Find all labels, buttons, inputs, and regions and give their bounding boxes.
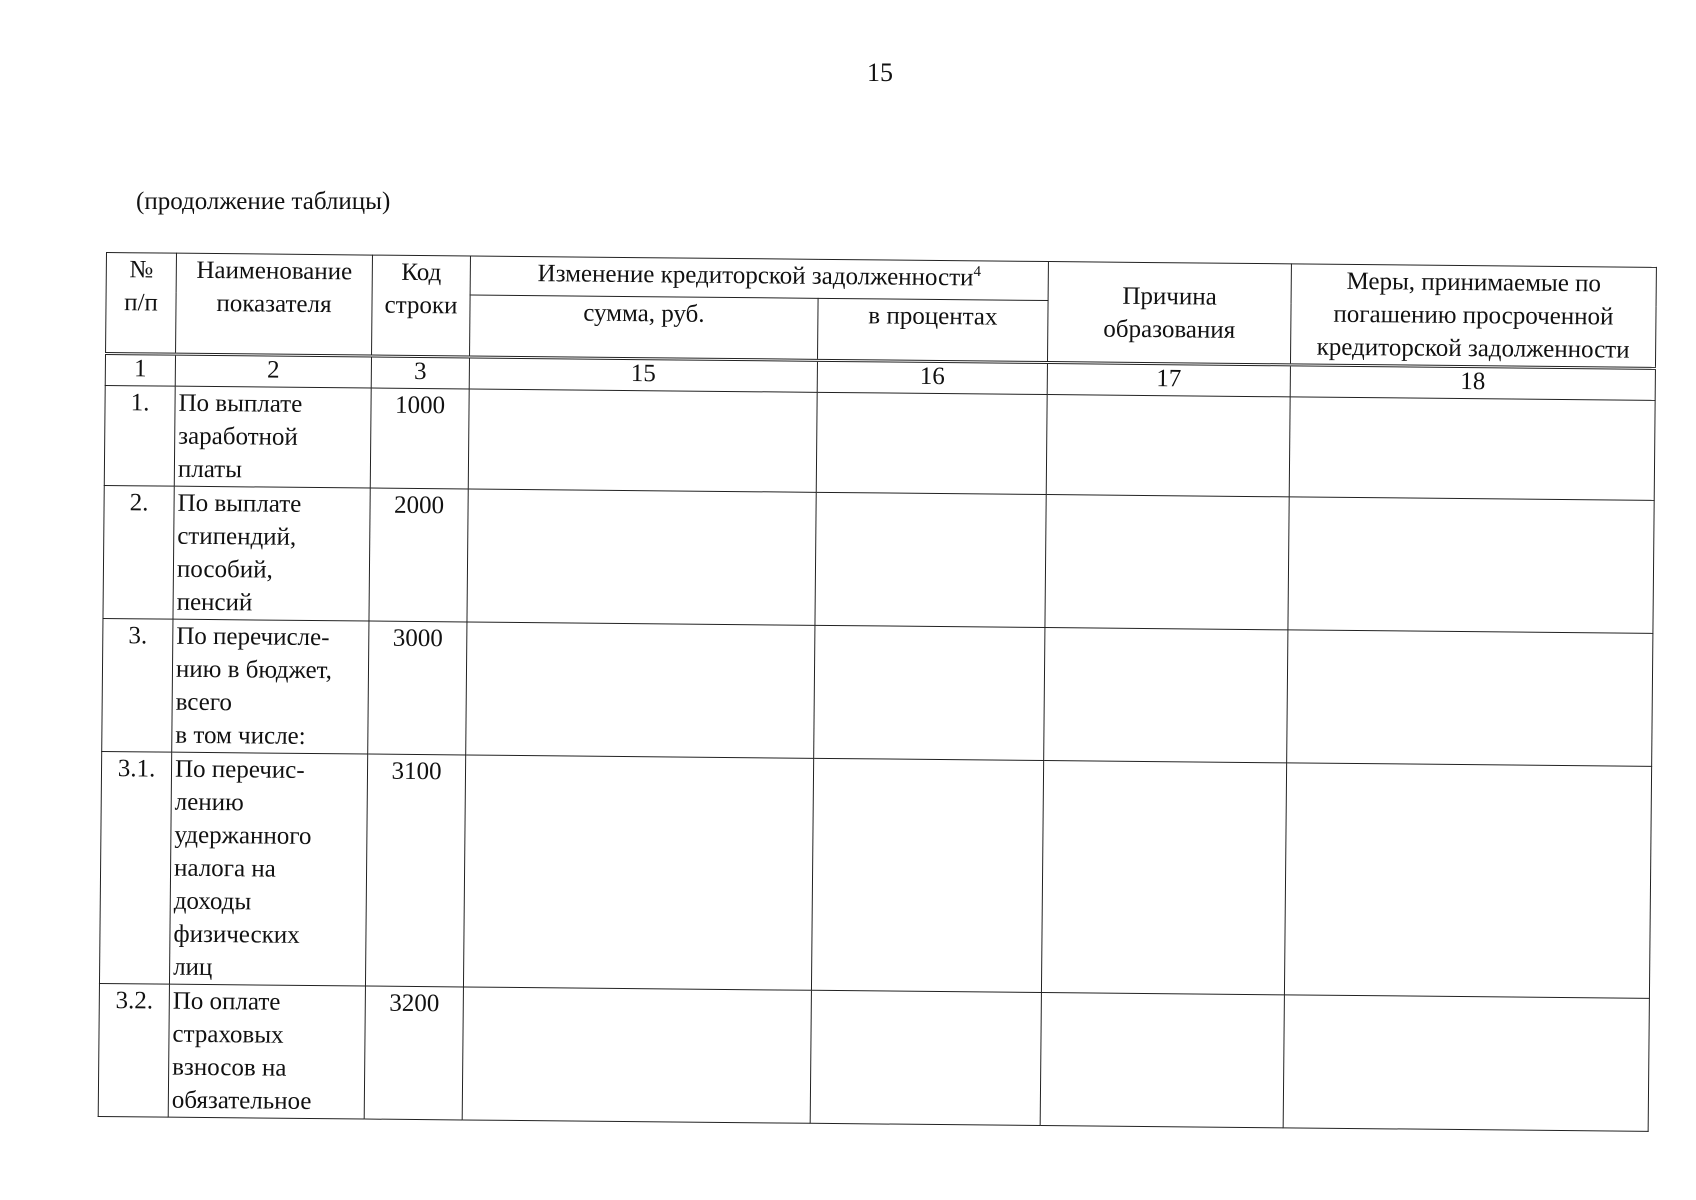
header-measures: Меры, принимаемые по погашению просроченной кредиторской задолженности: [1290, 264, 1656, 368]
row-number: 3.2.: [98, 983, 169, 1117]
column-number: 1: [105, 354, 175, 387]
row-number: 3.1.: [99, 751, 171, 984]
column-number: 15: [469, 357, 817, 392]
header-code: Код строки: [372, 255, 471, 357]
table-row: [98, 983, 1649, 1131]
table-continuation-caption: (продолжение таблицы): [136, 188, 391, 215]
cell-percent[interactable]: [816, 392, 1047, 494]
row-code: 3100: [365, 754, 465, 987]
header-percent: в процентах: [817, 299, 1048, 363]
row-code: 1000: [370, 388, 469, 489]
cell-sum[interactable]: [467, 489, 816, 625]
row-number: 3.: [102, 618, 173, 752]
cell-reason[interactable]: [1041, 761, 1286, 995]
creditor-debt-table: [98, 252, 1657, 1132]
row-code: 3000: [368, 621, 467, 755]
cell-reason[interactable]: [1045, 495, 1289, 630]
column-number: 3: [371, 356, 469, 389]
table-row: [103, 485, 1654, 633]
column-number: 16: [817, 360, 1047, 394]
row-name: По оплате страховых взносов на обязательное: [168, 984, 365, 1119]
cell-measures[interactable]: [1284, 763, 1651, 998]
table-row: [104, 385, 1655, 500]
page-number: 15: [867, 58, 893, 87]
row-number: 1.: [104, 385, 175, 486]
row-name: По перечис- лению удержанного налога на доходы физических лиц: [169, 752, 367, 986]
row-name: По выплате заработной платы: [174, 386, 371, 488]
cell-percent[interactable]: [811, 758, 1043, 992]
column-number: 17: [1047, 363, 1290, 397]
column-number: 2: [175, 354, 371, 388]
table-row: [99, 751, 1651, 998]
cell-measures[interactable]: [1287, 630, 1653, 766]
row-number: 2.: [103, 485, 174, 619]
cell-sum[interactable]: [466, 622, 815, 758]
row-code: 3200: [364, 986, 463, 1120]
table-wrapper: [98, 252, 1656, 1132]
table-row: [102, 618, 1653, 766]
header-change-group: [470, 256, 1048, 301]
cell-sum[interactable]: [463, 755, 813, 990]
cell-reason[interactable]: [1040, 993, 1284, 1128]
header-change-group-text: Изменение кредиторской задолженности: [537, 260, 974, 292]
footnote-marker: 4: [973, 264, 982, 281]
row-code: 2000: [369, 488, 468, 622]
cell-reason[interactable]: [1046, 395, 1290, 497]
row-name: По выплате стипендий, пособий, пенсий: [173, 486, 370, 621]
cell-percent[interactable]: [815, 492, 1046, 627]
cell-sum[interactable]: [462, 987, 811, 1123]
header-name: Наименование показателя: [176, 253, 373, 356]
header-sum: сумма, руб.: [470, 295, 819, 360]
cell-measures[interactable]: [1283, 995, 1649, 1131]
cell-measures[interactable]: [1288, 497, 1654, 633]
header-num: № п/п: [106, 253, 177, 355]
header-reason: Причина образования: [1047, 262, 1291, 365]
cell-percent[interactable]: [814, 625, 1045, 760]
cell-measures[interactable]: [1289, 397, 1655, 500]
cell-reason[interactable]: [1044, 628, 1288, 763]
row-name: По перечисле- нию в бюджет, всего в том числе:: [172, 619, 369, 754]
column-number: 18: [1290, 365, 1655, 401]
cell-percent[interactable]: [810, 990, 1041, 1125]
cell-sum[interactable]: [468, 389, 817, 492]
